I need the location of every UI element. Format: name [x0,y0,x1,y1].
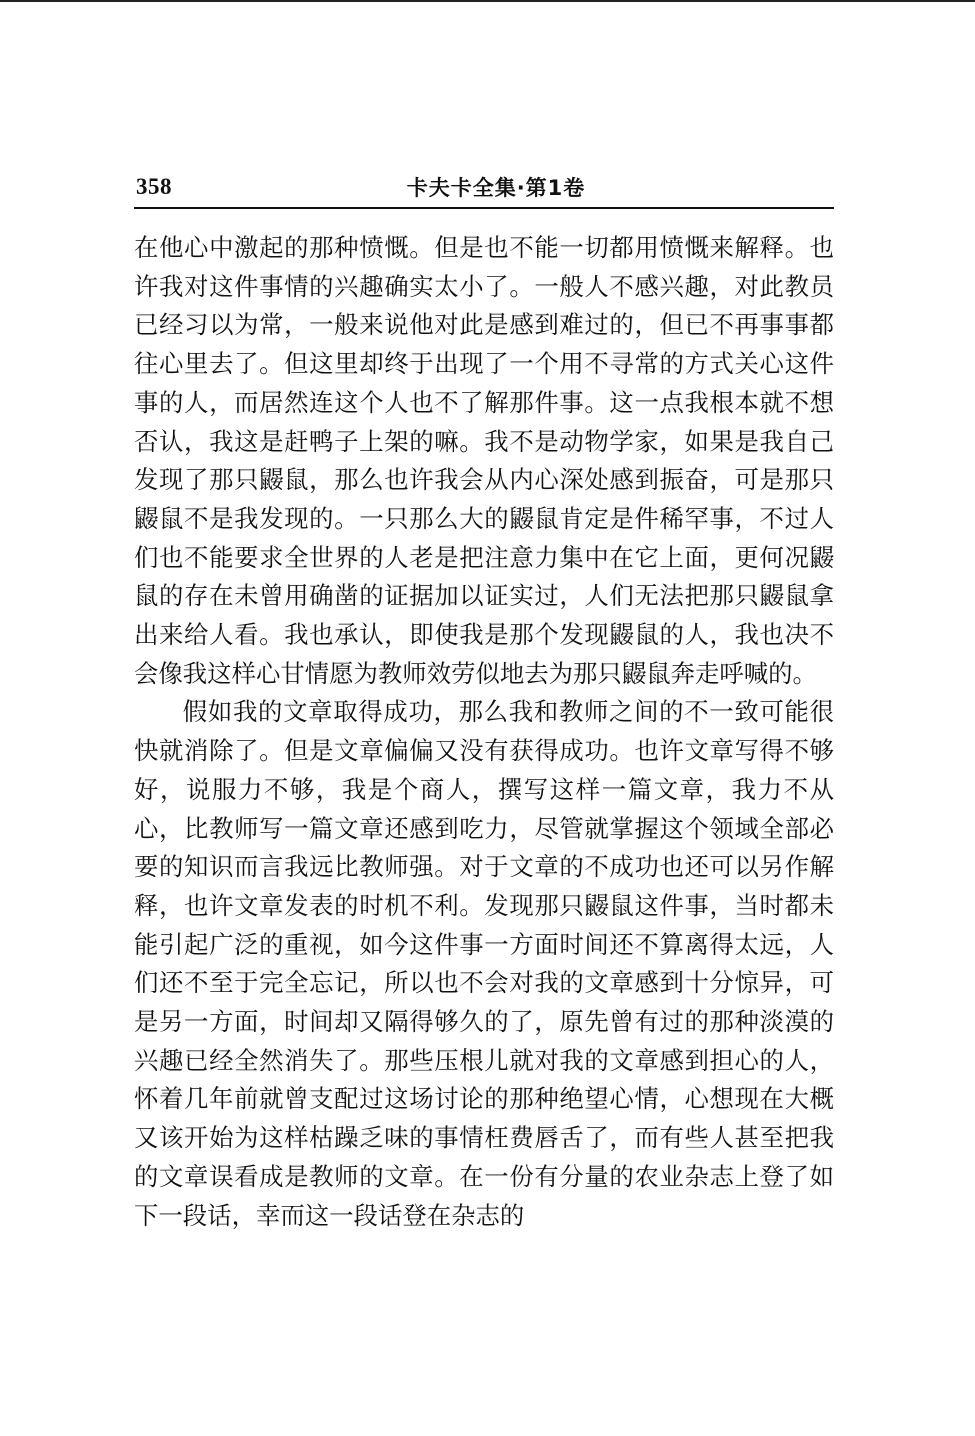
paragraph-continued: 在他心中激起的那种愤慨。但是也不能一切都用愤慨来解释。也许我对这件事情的兴趣确实太小了。一般人不感兴趣，对此教员已经习以为常，一般来说他对此是感到难过的，但已不再事事都往心里去了。但这里却终于出现了一个用不寻常的方式关心这件事的人，而居然连这个人也不了解那件事。这一点我根本就不想否认，我这是赶鸭子上架的嘛。我不是动物学家，如果是我自己发现了那只鼹鼠，那么也许我会从内心深处感到振奋，可是那只鼹鼠不是我发现的。一只那么大的鼹鼠肯定是件稀罕事，不过人们也不能要求全世界的人老是把注意力集中在它上面，更何况鼹鼠的存在未曾用确凿的证据加以证实过，人们无法把那只鼹鼠拿出来给人看。我也承认，即使我是那个发现鼹鼠的人，我也决不会像我这样心甘情愿为教师效劳似地去为那只鼹鼠奔走呼喊的。 [134,233,834,688]
paragraph: 假如我的文章取得成功，那么我和教师之间的不一致可能很快就消除了。但是文章偏偏又没有获得成功。也许文章写得不够好，说服力不够，我是个商人，撰写这样一篇文章，我力不从心，比教师写一篇文章还感到吃力，尽管就掌握这个领域全部必要的知识而言我远比教师强。对于文章的不成功也还可以另作解释，也许文章发表的时机不利。发现那只鼹鼠这件事，当时都未能引起广泛的重视，如今这件事一方面时间还不算离得太远，人们还不至于完全忘记，所以也不会对我的文章感到十分惊异，可是另一方面，时间却又隔得够久的了，原先曾有过的那种淡漠的兴趣已经全然消失了。那些压根儿就对我的文章感到担心的人，怀着几年前就曾支配过这场讨论的那种绝望心情，心想现在大概又该开始为这样枯躁乏味的事情枉费唇舌了，而有些人甚至把我的文章误看成是教师的文章。在一份有分量的农业杂志上登了如下一段话，幸而这一段话登在杂志的 [134,697,834,1230]
header-rule [134,207,834,209]
scan-top-edge [0,0,975,2]
running-title: 卡夫卡全集·第1卷 [406,176,586,200]
page-header [134,168,830,208]
page-number: 358 [136,174,172,199]
body-text [134,229,834,1235]
